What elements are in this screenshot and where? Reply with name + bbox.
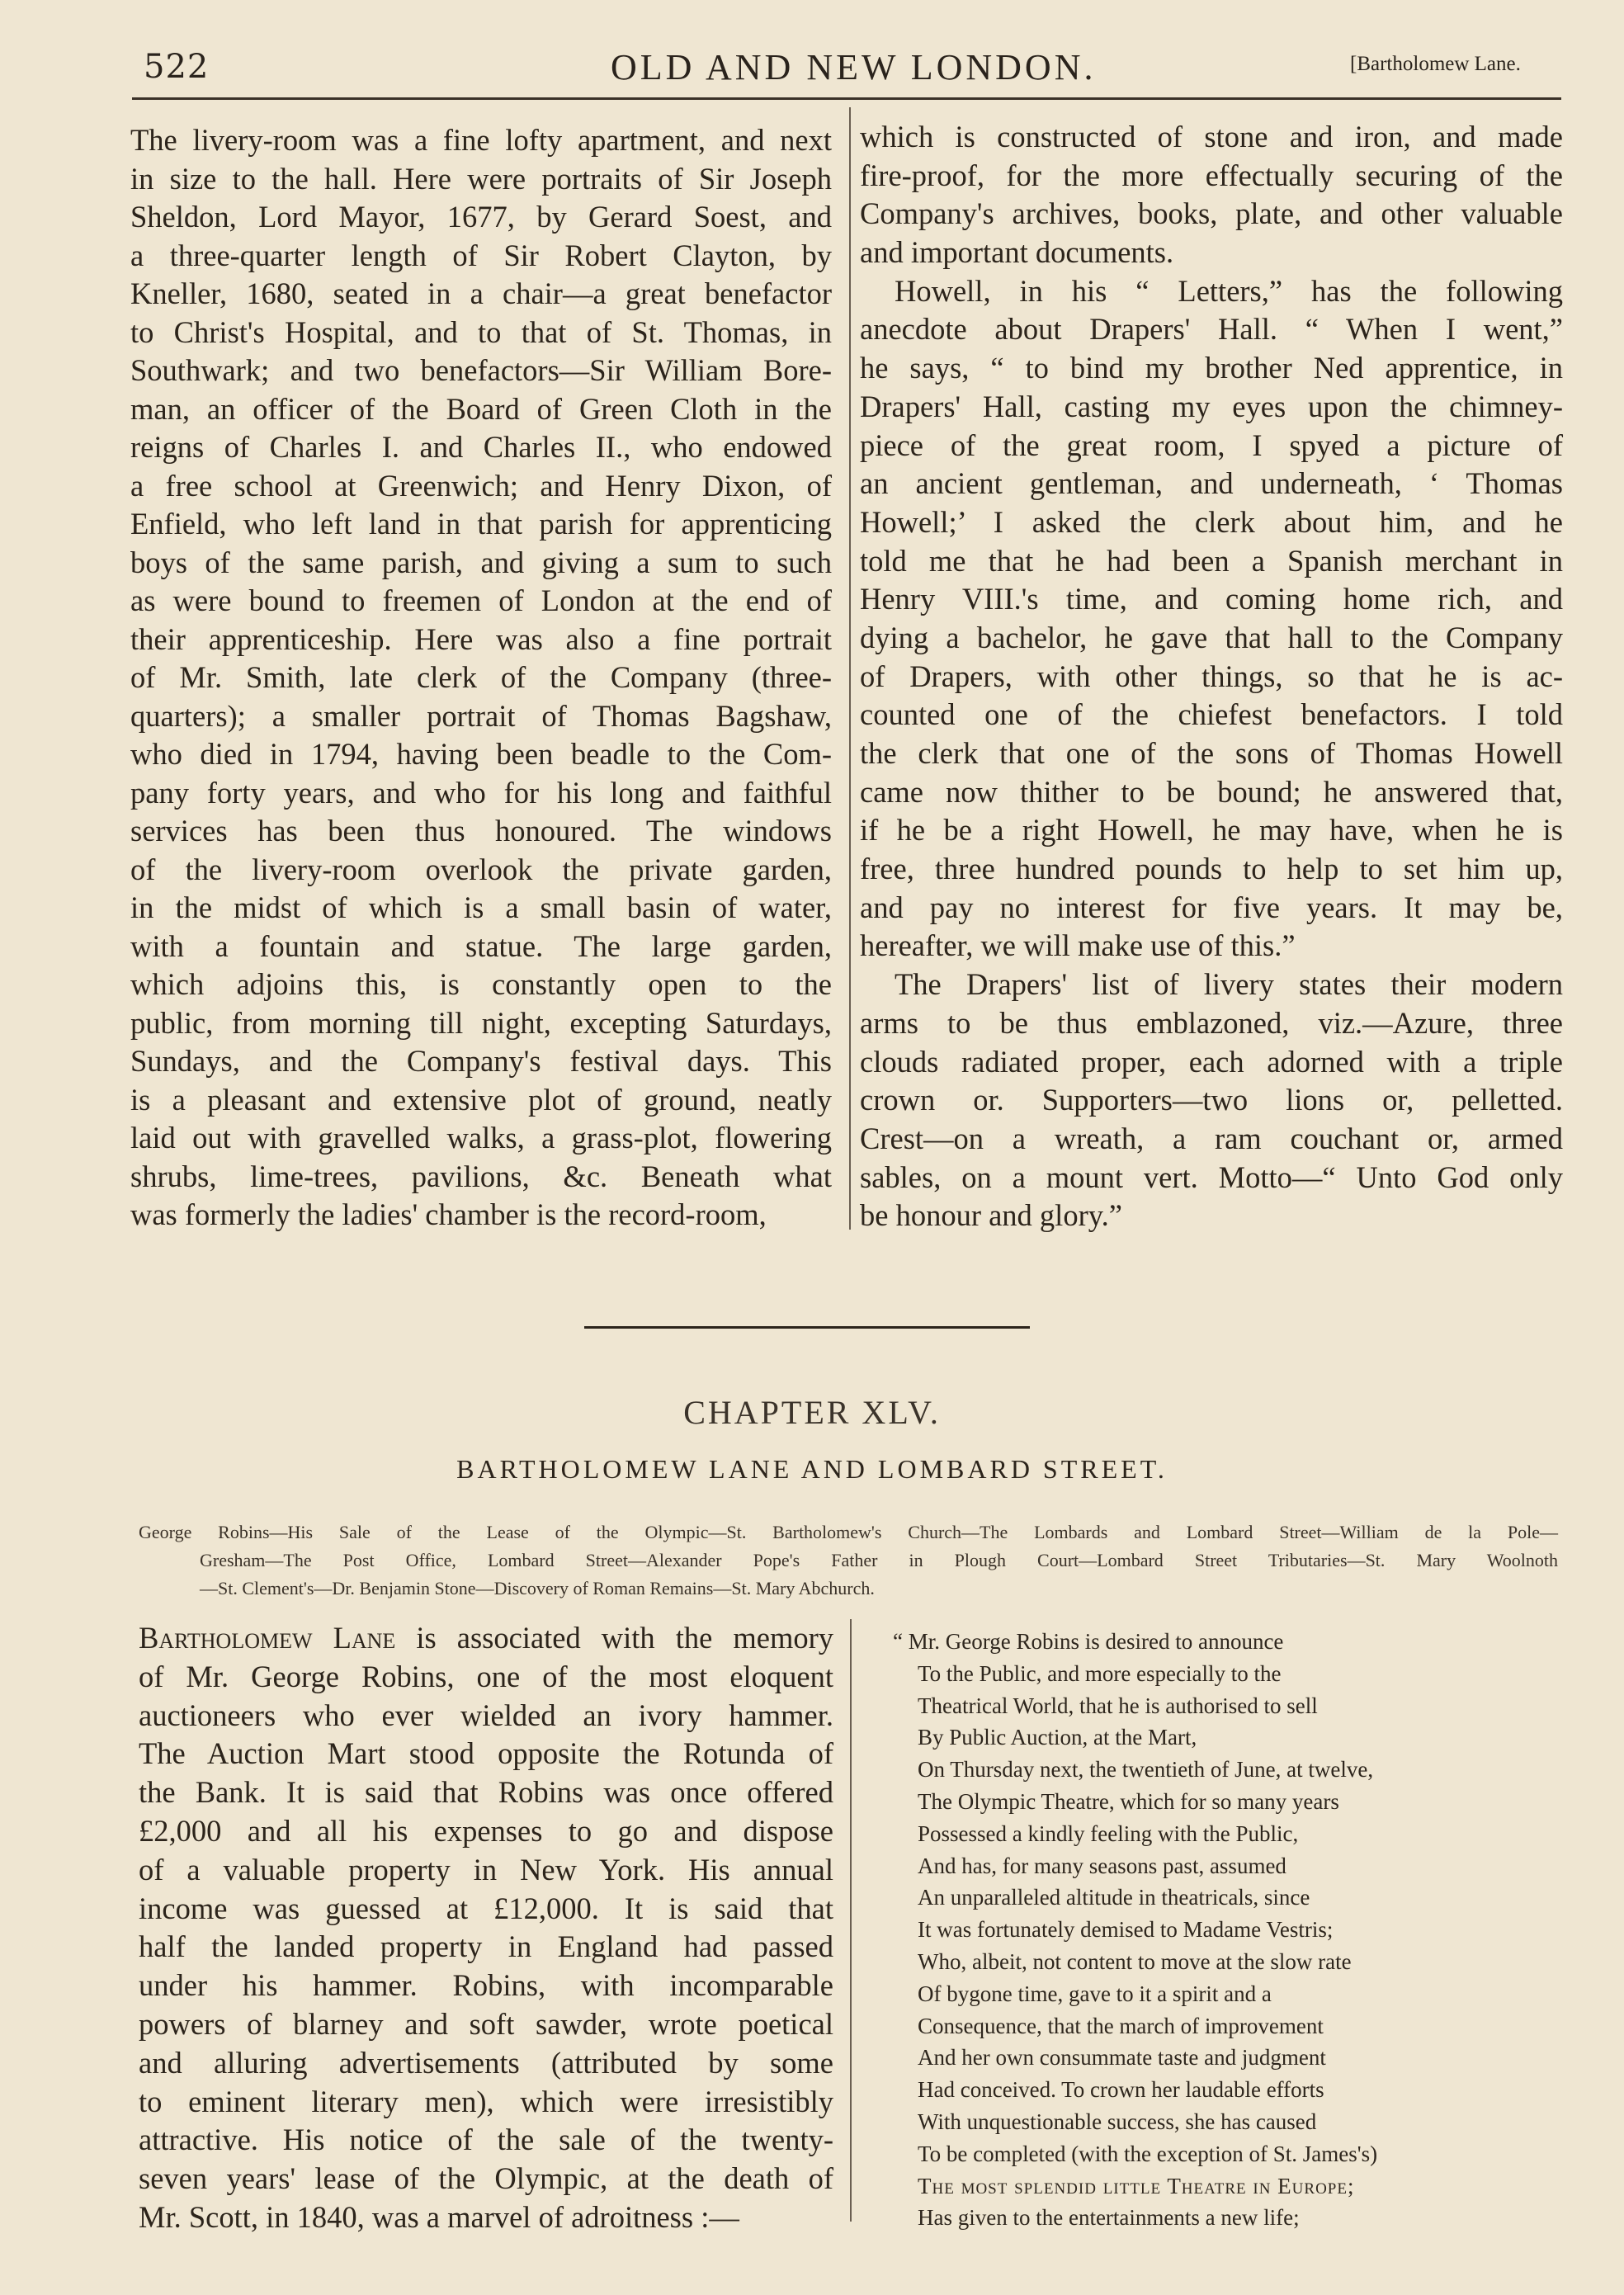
chapter-synopsis — [139, 1518, 1558, 1603]
text-line: Sundays, and the Company's festival days. This — [130, 1044, 832, 1078]
text-line: as were bound to freemen of London at the end of — [130, 583, 832, 617]
text-line: reigns of Charles I. and Charles II., who endowed — [130, 430, 832, 464]
text-line: told me that he had been a Spanish merchant in — [860, 543, 1563, 578]
text-line: their apprenticeship. Here was also a fine portrait — [130, 621, 832, 656]
text-line: laid out with gravelled walks, a grass-plot, flowering — [130, 1121, 832, 1155]
text-line: a three-quarter length of Sir Robert Clayton, by — [130, 238, 832, 272]
text-line: hereafter, we will make use of this.” — [860, 928, 1296, 963]
text-line: Company's archives, books, plate, and other valuable — [860, 196, 1563, 231]
verse-line: Of bygone time, gave to it a spirit and a — [918, 1981, 1272, 2006]
section-separator — [584, 1326, 1030, 1329]
chapter-number: CHAPTER XLV. — [683, 1394, 941, 1431]
column-divider — [849, 107, 851, 1230]
text-line: of a valuable property in New York. His annual — [139, 1852, 833, 1887]
verse-line: And has, for many seasons past, assumed — [918, 1853, 1286, 1878]
text-line: was formerly the ladies' chamber is the record-room, — [130, 1197, 767, 1231]
text-line: be honour and glory.” — [860, 1198, 1122, 1233]
text-line: Howell;’ I asked the clerk about him, and he — [860, 504, 1563, 539]
text-line: attractive. His notice of the sale of the twenty- — [139, 2123, 833, 2157]
text-line: The Drapers' list of livery states their modern — [895, 967, 1563, 1002]
chapter-title: BARTHOLOMEW LANE AND LOMBARD STREET. — [456, 1454, 1168, 1484]
text-line: a free school at Greenwich; and Henry Dixon, of — [130, 468, 832, 503]
header-rule — [132, 97, 1561, 100]
text-line: in the midst of which is a small basin of water, — [130, 890, 832, 924]
synopsis-line: —St. Clement's—Dr. Benjamin Stone—Discovery of Roman Remains—St. Mary Abchurch. — [200, 1578, 875, 1598]
verse-line: “ Mr. George Robins is desired to announce — [893, 1629, 1284, 1654]
text-line: under his hammer. Robins, with incomparable — [139, 1968, 833, 2003]
verse-line: On Thursday next, the twentieth of June, at twelve, — [918, 1757, 1374, 1783]
synopsis-line: George Robins—His Sale of the Lease of the Olympic—St. Bartholomew's Church—The Lombards and Lombard Street—William de la Pole— — [139, 1522, 1558, 1542]
text-line: clouds radiated proper, each adorned with a triple — [860, 1044, 1563, 1079]
text-line: man, an officer of the Board of Green Cloth in the — [130, 391, 832, 426]
text-line: which is constructed of stone and iron, and made — [860, 120, 1563, 153]
text-line: Henry VIII.'s time, and coming home rich, and — [860, 582, 1563, 616]
verse-line: Has given to the entertainments a new life; — [918, 2205, 1300, 2231]
text-column-left — [130, 121, 832, 1235]
text-line: sables, on a mount vert. Motto—“ Unto God only — [860, 1159, 1563, 1194]
text-line: Mr. Scott, in 1840, was a marvel of adroitness :— — [139, 2199, 739, 2234]
verse-line: The Olympic Theatre, which for so many years — [918, 1788, 1339, 1814]
text-line: if he be a right Howell, he may have, when he is — [860, 813, 1563, 848]
verse-line: It was fortunately demised to Madame Vestris; — [918, 1917, 1334, 1943]
text-line: boys of the same parish, and giving a sum to such — [130, 545, 832, 579]
text-line: he says, “ to bind my brother Ned apprentice, in — [860, 351, 1563, 385]
synopsis-line: Gresham—The Post Office, Lombard Street—Alexander Pope's Father in Plough Court—Lombard Street Tributaries—St. Mary Woolnoth — [200, 1550, 1558, 1570]
text-line: Drapers' Hall, casting my eyes upon the chimney- — [860, 389, 1563, 423]
verse-line: And her own consummate taste and judgment — [918, 2045, 1326, 2071]
text-line: of the livery-room overlook the private garden, — [130, 852, 832, 886]
verse-line: The most splendid little Theatre in Europe; — [918, 2173, 1355, 2198]
text-line: counted one of the chiefest benefactors. I told — [860, 697, 1563, 732]
section-heading: [Bartholomew Lane. — [1350, 53, 1521, 75]
text-line: Southwark; and two benefactors—Sir William Bore- — [130, 353, 832, 387]
verse-line: Theatrical World, that he is authorised to sell — [918, 1693, 1318, 1718]
text-line: Enfield, who left land in that parish for apprenticing — [130, 507, 832, 541]
text-line: pany forty years, and who for his long and faithful — [130, 775, 832, 810]
text-line: quarters); a smaller portrait of Thomas Bagshaw, — [130, 698, 832, 733]
text-line: the clerk that one of the sons of Thomas Howell — [860, 736, 1563, 770]
text-line: with a fountain and statue. The large garden, — [130, 928, 832, 963]
advertisement-verse — [893, 1626, 1570, 2234]
text-line: free, three hundred pounds to help to set him up, — [860, 852, 1563, 886]
verse-line: Consequence, that the march of improvement — [918, 2013, 1324, 2038]
text-line: Bartholomew Lane is associated with the memory — [139, 1621, 833, 1655]
text-line: The Auction Mart stood opposite the Rotunda of — [139, 1736, 833, 1771]
text-line: is a pleasant and extensive plot of ground, neatly — [130, 1082, 832, 1117]
verse-line: By Public Auction, at the Mart, — [918, 1725, 1197, 1750]
text-line: Howell, in his “ Letters,” has the following — [895, 273, 1563, 308]
text-line: shrubs, lime-trees, pavilions, &c. Beneath what — [130, 1159, 832, 1193]
verse-line: To the Public, and more especially to the — [918, 1660, 1282, 1686]
verse-line: To be completed (with the exception of St. James's) — [918, 2141, 1378, 2166]
text-line: auctioneers who ever wielded an ivory hammer. — [139, 1698, 833, 1732]
text-line: public, from morning till night, excepting Saturdays, — [130, 1005, 832, 1040]
text-line: of Drapers, with other things, so that he is ac- — [860, 659, 1563, 693]
text-line: to eminent literary men), which were irresistibly — [139, 2084, 833, 2118]
page-number: 522 — [144, 48, 210, 86]
verse-line: Had conceived. To crown her laudable efforts — [918, 2077, 1324, 2103]
text-line: powers of blarney and soft sawder, wrote poetical — [139, 2006, 833, 2041]
text-line: The livery-room was a fine lofty apartment, and next — [130, 123, 832, 157]
text-line: arms to be thus emblazoned, viz.—Azure, three — [860, 1005, 1563, 1040]
text-line: and important documents. — [860, 235, 1174, 270]
verse-line: Who, albeit, not content to move at the slow rate — [918, 1948, 1352, 1974]
text-line: and pay no interest for five years. It may be, — [860, 890, 1563, 924]
text-line: Crest—on a wreath, a ram couchant or, armed — [860, 1121, 1563, 1155]
text-line: fire-proof, for the more effectually securing of the — [860, 158, 1563, 192]
text-line: piece of the great room, I spyed a picture of — [860, 427, 1563, 462]
text-line: half the landed property in England had passed — [139, 1929, 833, 1964]
text-line: Kneller, 1680, seated in a chair—a great benefactor — [130, 276, 832, 310]
chapter-text-column — [139, 1619, 833, 2237]
text-line: crown or. Supporters—two lions or, pelletted. — [860, 1083, 1563, 1117]
text-line: of Mr. George Robins, one of the most eloquent — [139, 1659, 833, 1693]
text-line: income was guessed at £12,000. It is said that — [139, 1891, 833, 1925]
text-line: the Bank. It is said that Robins was once offered — [139, 1775, 833, 1810]
text-line: to Christ's Hospital, and to that of St. Thomas, in — [130, 314, 832, 349]
opening-words: Bartholomew Lane — [139, 1621, 396, 1655]
text-line: £2,000 and all his expenses to go and dispose — [139, 1813, 833, 1848]
text-line: services has been thus honoured. The windows — [130, 814, 832, 848]
column-divider — [850, 1619, 852, 2222]
text-line: and alluring advertisements (attributed by some — [139, 2045, 833, 2080]
verse-line: An unparalleled altitude in theatricals, since — [918, 1885, 1310, 1910]
text-line: which adjoins this, is constantly open to the — [130, 967, 832, 1001]
text-column-right — [860, 118, 1563, 1235]
verse-line: With unquestionable success, she has caused — [918, 2108, 1317, 2134]
text-line: who died in 1794, having been beadle to the Com- — [130, 737, 832, 771]
text-line: seven years' lease of the Olympic, at the death of — [139, 2161, 833, 2196]
running-title: OLD AND NEW LONDON. — [611, 47, 1097, 87]
text-line: in size to the hall. Here were portraits of Sir Joseph — [130, 161, 832, 196]
text-line: of Mr. Smith, late clerk of the Company (three- — [130, 660, 832, 694]
verse-line: Possessed a kindly feeling with the Public, — [918, 1820, 1299, 1846]
text-line: Sheldon, Lord Mayor, 1677, by Gerard Soest, and — [130, 200, 832, 234]
text-line: dying a bachelor, he gave that hall to the Company — [860, 620, 1563, 654]
text-line: an ancient gentleman, and underneath, ‘ Thomas — [860, 466, 1563, 501]
text-line: anecdote about Drapers' Hall. “ When I went,” — [860, 312, 1563, 347]
text-line: came now thither to be bound; he answered that, — [860, 774, 1563, 809]
